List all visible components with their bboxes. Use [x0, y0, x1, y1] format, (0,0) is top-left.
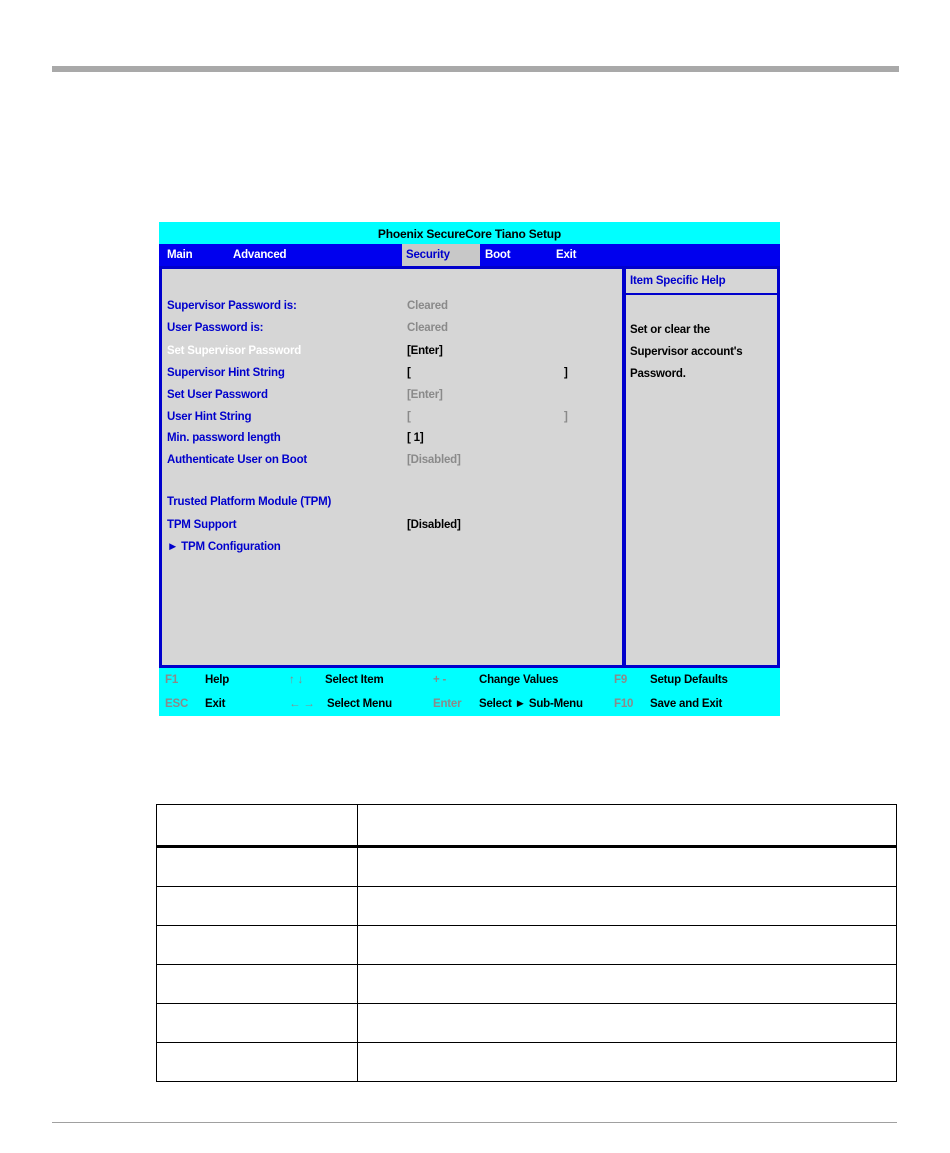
bios-title: Phoenix SecureCore Tiano Setup	[159, 222, 780, 244]
supervisor-password-status-label: Supervisor Password is:	[167, 300, 297, 312]
authenticate-user-on-boot-item[interactable]: Authenticate User on Boot	[167, 454, 308, 466]
table-header-cell	[358, 805, 897, 847]
supervisor-hint-string-close: ]	[564, 367, 568, 379]
table-row	[157, 887, 897, 926]
table-cell	[157, 887, 358, 926]
select-item-label: Select Item	[325, 674, 384, 686]
authenticate-user-on-boot-value: [Disabled]	[407, 454, 461, 466]
f10-key: F10	[614, 698, 634, 710]
bios-content-frame	[159, 266, 780, 668]
table-header-row	[157, 805, 897, 847]
table-row	[157, 965, 897, 1004]
select-menu-label: Select Menu	[327, 698, 392, 710]
supervisor-password-status-value: Cleared	[407, 300, 448, 312]
menu-exit[interactable]: Exit	[556, 249, 577, 261]
user-hint-string-close: ]	[564, 411, 568, 423]
setup-defaults-label: Setup Defaults	[650, 674, 728, 686]
set-user-password-item[interactable]: Set User Password	[167, 389, 268, 401]
user-hint-string-open: [	[407, 411, 411, 423]
table-row	[157, 926, 897, 965]
help-text-line: Set or clear the	[630, 324, 710, 336]
save-and-exit-label: Save and Exit	[650, 698, 723, 710]
set-user-password-value: [Enter]	[407, 389, 443, 401]
key-legend-footer	[159, 668, 780, 716]
change-values-label: Change Values	[479, 674, 559, 686]
select-submenu-label: Select ► Sub-Menu	[479, 698, 583, 710]
tpm-support-value[interactable]: [Disabled]	[407, 519, 461, 531]
help-text-line: Supervisor account's	[630, 346, 743, 358]
table-cell	[157, 926, 358, 965]
table-cell	[157, 965, 358, 1004]
table-row	[157, 847, 897, 887]
table-cell	[157, 847, 358, 887]
set-supervisor-password-item[interactable]: Set Supervisor Password	[167, 345, 302, 357]
bios-menu-bar	[159, 244, 780, 266]
help-title: Item Specific Help	[626, 269, 777, 295]
table-cell	[358, 887, 897, 926]
up-down-arrows-icon: ↑ ↓	[289, 674, 304, 686]
help-text-line: Password.	[630, 368, 686, 380]
parameter-table	[156, 804, 897, 1082]
plus-minus-key: + -	[433, 674, 447, 686]
bottom-divider	[52, 1122, 897, 1123]
esc-key: ESC	[165, 698, 189, 710]
menu-main[interactable]: Main	[167, 249, 193, 261]
supervisor-hint-string-item[interactable]: Supervisor Hint String	[167, 367, 285, 379]
f9-key: F9	[614, 674, 628, 686]
table-row	[157, 1004, 897, 1043]
item-help-pane	[626, 269, 777, 665]
left-right-arrows-icon: ← →	[289, 698, 315, 710]
table-cell	[358, 926, 897, 965]
menu-security[interactable]: Security	[402, 244, 480, 266]
table-cell	[358, 1043, 897, 1082]
menu-advanced[interactable]: Advanced	[233, 249, 287, 261]
table-cell	[358, 965, 897, 1004]
exit-key-label: Exit	[205, 698, 226, 710]
table-row	[157, 1043, 897, 1082]
supervisor-hint-string-open[interactable]: [	[407, 367, 411, 379]
table-header-cell	[157, 805, 358, 847]
table-cell	[157, 1043, 358, 1082]
set-supervisor-password-value[interactable]: [Enter]	[407, 345, 443, 357]
menu-boot[interactable]: Boot	[485, 249, 511, 261]
tpm-configuration-submenu[interactable]: ► TPM Configuration	[167, 541, 281, 553]
user-password-status-value: Cleared	[407, 322, 448, 334]
help-key-label: Help	[205, 674, 230, 686]
f1-key: F1	[165, 674, 179, 686]
user-password-status-label: User Password is:	[167, 322, 264, 334]
table-cell	[358, 847, 897, 887]
security-settings-pane	[162, 269, 622, 665]
tpm-support-item[interactable]: TPM Support	[167, 519, 237, 531]
top-divider	[52, 66, 899, 72]
bios-setup-screen	[159, 222, 780, 716]
min-password-length-item[interactable]: Min. password length	[167, 432, 281, 444]
table-cell	[157, 1004, 358, 1043]
table-cell	[358, 1004, 897, 1043]
min-password-length-value[interactable]: [ 1]	[407, 432, 424, 444]
enter-key: Enter	[433, 698, 462, 710]
user-hint-string-item[interactable]: User Hint String	[167, 411, 252, 423]
tpm-section-heading: Trusted Platform Module (TPM)	[167, 496, 332, 508]
